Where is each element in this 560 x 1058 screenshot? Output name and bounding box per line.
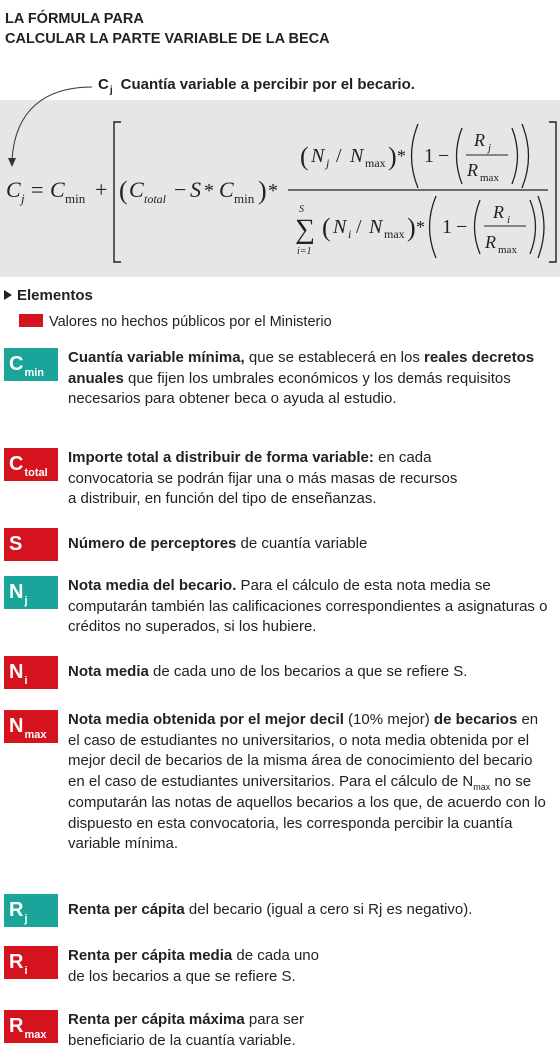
den-nmax: N [369, 216, 383, 238]
badge-nmax [4, 710, 58, 743]
desc-bold: Renta per cápita máxima [68, 1011, 245, 1028]
sum-lower: i=1 [297, 246, 312, 257]
num-inner-paren-close [512, 128, 518, 184]
title-line-1: LA FÓRMULA PARA [5, 11, 144, 27]
desc-bold: Nota media obtenida por el mejor decil [68, 711, 344, 728]
desc-text: de cada uno [232, 947, 319, 964]
num-r-sub: j [488, 142, 492, 154]
element-description [68, 448, 553, 510]
desc-text: no se computarán las notas de aquellos becarios a los que, de acuerdo con lo dispuesto en esta convocatoria, les corresponda percibir la cuantía variable mínima. [68, 772, 546, 852]
legend [19, 314, 332, 330]
element-description [68, 534, 553, 555]
num-n-sub: j [326, 156, 330, 170]
den-big-paren-open [430, 196, 437, 258]
num-one: 1 [424, 145, 434, 167]
num-slash: / [336, 145, 342, 167]
badge-symbol: N [9, 661, 24, 683]
badge-subscript: max [24, 729, 47, 741]
num-inner-paren-open [457, 128, 463, 184]
big-bracket-right [549, 122, 556, 262]
desc-bold: Renta per cápita [68, 901, 185, 918]
badge-symbol: R [9, 1015, 24, 1037]
desc-text: que fijen los umbrales económicos y los demás requisitos necesarios para obtener beca o ayuda al estudio. [68, 369, 511, 407]
badge-ri [4, 946, 58, 979]
den-r-sub: i [507, 214, 511, 226]
desc-line: de los becarios a que se refiere S. [68, 967, 296, 985]
legend-text: Valores no hechos públicos por el Ministerio [49, 314, 332, 330]
badge-subscript: j [24, 913, 28, 925]
formula-ctotal-sub: total [144, 192, 167, 206]
badge-symbol: R [9, 951, 24, 973]
title-line-2: CALCULAR LA PARTE VARIABLE DE LA BECA [5, 31, 330, 47]
annotation-arrow [12, 87, 92, 160]
cj-annotation-text: Cuantía variable a percibir por el becario. [120, 76, 415, 93]
desc-bold: Número de perceptores [68, 535, 237, 552]
desc-bold: de becarios [433, 711, 518, 728]
formula-lhs-sub: j [21, 191, 25, 206]
badge-ni [4, 656, 58, 689]
num-paren-open: ( [300, 142, 309, 171]
formula-cmin: C [50, 177, 65, 202]
desc-bold: Importe total a distribuir de forma variable: [68, 449, 374, 466]
den-n-sub: i [348, 227, 352, 241]
formula-cmin2-sub: min [234, 191, 255, 206]
num-rmax-sub: max [480, 172, 499, 184]
badge-cmin [4, 348, 58, 381]
element-description [68, 348, 553, 410]
desc-bold: Cuantía variable mínima, [68, 349, 245, 366]
badge-symbol: C [9, 353, 24, 375]
badge-subscript: i [24, 675, 28, 687]
den-star: * [416, 217, 425, 237]
formula-minus: − [174, 177, 187, 202]
den-one: 1 [442, 216, 452, 238]
num-nmax: N [350, 145, 364, 167]
den-paren-open: ( [322, 213, 331, 242]
num-big-paren-close [522, 124, 529, 188]
badge-subscript: min [24, 367, 45, 379]
den-n: N [333, 216, 347, 238]
desc-text: en cada [373, 449, 432, 466]
desc-bold: Nota media del becario. [68, 577, 237, 594]
badge-subscript: i [24, 965, 28, 977]
den-paren-close: ) [407, 213, 416, 242]
num-paren-close: ) [388, 142, 397, 171]
cj-annotation-subscript: j [109, 85, 113, 96]
den-inner-paren-open [475, 200, 481, 254]
element-description [68, 710, 553, 855]
element-description [68, 946, 553, 987]
badge-subscript: total [24, 467, 48, 479]
badge-rmax [4, 1010, 58, 1043]
den-minus: − [456, 216, 468, 238]
formula-star: * [204, 180, 214, 202]
badge-ctotal [4, 448, 58, 481]
elements-heading-text: Elementos [17, 287, 93, 304]
element-description [68, 1010, 553, 1051]
den-slash: / [356, 216, 362, 238]
desc-subscript: max [473, 781, 491, 792]
paren-close: ) [258, 176, 267, 205]
badge-symbol: C [9, 453, 24, 475]
desc-line: convocatoria se podrán fijar una o más masas de recursos [68, 469, 458, 487]
sum-upper: S [299, 204, 304, 215]
desc-line: beneficiario de la cuantía variable. [68, 1031, 296, 1049]
formula-equals: = [31, 177, 44, 202]
den-r: R [493, 202, 504, 222]
num-rmax: R [467, 160, 478, 180]
desc-bold: Nota media [68, 663, 149, 680]
badge-subscript: j [24, 595, 28, 607]
badge-s [4, 528, 58, 561]
badge-symbol: R [9, 899, 24, 921]
badge-symbol: N [9, 581, 24, 603]
den-nmax-sub: max [384, 227, 405, 241]
den-rmax: R [485, 232, 496, 252]
elements-heading [4, 287, 93, 304]
page-title [5, 9, 425, 49]
paren-open: ( [119, 176, 128, 205]
den-big-paren-close [538, 196, 544, 258]
desc-text: de cuantía variable [236, 535, 368, 552]
desc-bold: reales decretos anuales [68, 349, 535, 387]
formula-s: S [190, 177, 201, 202]
desc-text: en el caso de estudiantes no universitarios, o nota media obtenida por el mejor decil de becarios de la misma área de conocimiento del becario en el caso de estudiantes universitarios. Para el cálculo de N [68, 711, 539, 790]
den-inner-paren-close [530, 200, 536, 254]
annotation-arrow-head [8, 158, 16, 167]
element-description [68, 900, 553, 921]
formula-lhs: C [6, 177, 21, 202]
num-big-paren-open [412, 124, 419, 188]
formula [0, 74, 560, 274]
badge-subscript: max [24, 1029, 47, 1041]
formula-star2: * [268, 180, 278, 202]
element-description [68, 662, 553, 683]
legend-swatch [19, 314, 43, 327]
badge-rj [4, 894, 58, 927]
formula-plus: + [95, 177, 108, 202]
badge-nj [4, 576, 58, 609]
cj-annotation-symbol: C [98, 76, 109, 93]
badge-symbol: N [9, 715, 24, 737]
element-description [68, 576, 553, 638]
formula-cmin-sub: min [65, 191, 86, 206]
desc-text: del becario (igual a cero si Rj es negativo). [184, 901, 473, 918]
desc-text: de cada uno de los becarios a que se refiere S. [148, 663, 468, 680]
num-n: N [311, 145, 325, 167]
num-star: * [397, 146, 406, 166]
badge-symbol: S [9, 533, 23, 555]
desc-line: a distribuir, en función del tipo de enseñanzas. [68, 490, 377, 507]
den-rmax-sub: max [498, 244, 517, 256]
formula-ctotal: C [129, 177, 144, 202]
desc-text: (10% mejor) [343, 711, 434, 728]
num-minus: − [438, 145, 450, 167]
num-r: R [474, 130, 485, 150]
num-nmax-sub: max [365, 156, 386, 170]
sum-sign: ∑ [295, 214, 315, 245]
formula-cmin2: C [219, 177, 234, 202]
desc-bold: Renta per cápita media [68, 947, 233, 964]
desc-text: que se establecerá en los [244, 349, 425, 366]
desc-text: para ser [244, 1011, 304, 1028]
desc-text: Para el cálculo de esta nota media se computarán también las calificaciones correspondientes a asignaturas o créditos no superados, si los hubiere. [68, 577, 548, 635]
triangle-bullet-icon [4, 290, 12, 300]
